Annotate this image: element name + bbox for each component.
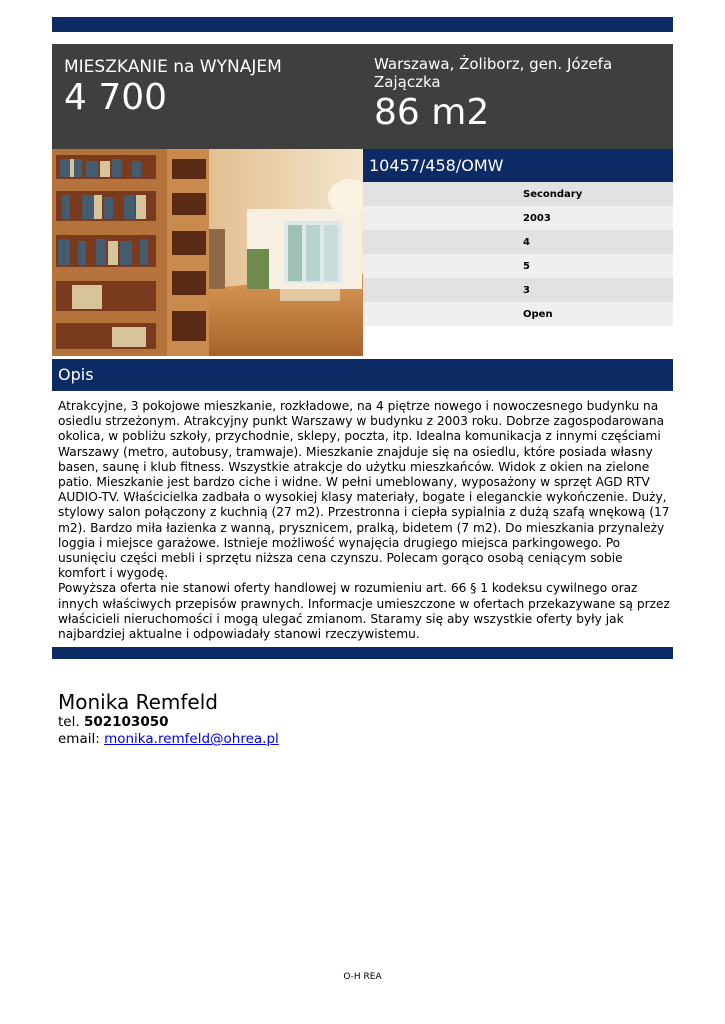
description-title: Opis — [58, 365, 94, 384]
listing-price: 4 700 — [64, 77, 168, 118]
details-value: 2003 — [523, 213, 551, 224]
details-row-kitchen — [363, 302, 673, 326]
details-row-floor — [363, 230, 673, 254]
phone-number: 502103050 — [83, 714, 169, 730]
details-row-floors — [363, 254, 673, 278]
agent-contact — [58, 690, 279, 748]
email-label: email: — [58, 731, 100, 747]
listing-header — [52, 44, 673, 149]
listing-type: MIESZKANIE na WYNAJEM — [64, 57, 282, 77]
details-row-rooms — [363, 278, 673, 302]
details-row-year — [363, 206, 673, 230]
details-value: 5 — [523, 261, 530, 272]
description-text — [58, 399, 670, 642]
details-value: 4 — [523, 237, 530, 248]
agent-phone-line — [58, 714, 279, 731]
description-paragraph: Atrakcyjne, 3 pokojowe mieszkanie, rozkładowe, na 4 piętrze nowego i nowoczesnego budynku na osiedlu strzeżonym. Atrakcyjny punkt Warszawy w budynku z 2003 roku. Dobrze zagospodarowana okolica, w pobliżu szkoły, przychodnie, sklepy, poczta, itp. Idealna komunikacja z innymi częściami Warszawy (metro, autobusy, tramwaje). Mieszkanie znajduje się na osiedlu, które posiada własny basen, saunę i klub fitness. Wszystkie atrakcje do użytku mieszkańców. Widok z okien na zielone patio. Mieszkanie jest bardzo ciche i widne. W pełni umeblowany, wyposażony w sprzęt AGD RTV AUDIO-TV. Właścicielka zadbała o wysokiej klasy materiały, bogate i eleganckie wykończenie. Duży, stylowy salon połączony z kuchnią (27 m2). Przestronna i ciepła sypialnia z dużą szafą wnękową (17 m2). Bardzo miła łazienka z wanną, prysznicem, pralką, bidetem (7 m2). Do mieszkania przynależy loggia i miejsce garażowe. Istnieje możliwość wynajęcia drugiego miejsca parkingowego. Po usunięciu części mebli i sprzętu niższa cena czynszu. Polecam gorąco osobą ceniącym sobie komfort i wygodę. — [58, 399, 670, 581]
reference-number: 10457/458/OMW — [369, 156, 504, 175]
disclaimer-paragraph: Powyższa oferta nie stanowi oferty handlowej w rozumieniu art. 66 § 1 kodeksu cywilnego oraz innych właściwych przepisów prawnych. Informacje umieszczone w ofertach przekazywane są przez właścicieli nieruchomości i mogą ulegać zmianom. Staramy się aby wszystkie oferty były jak najbardziej aktualne i odpowiadały stanowi rzeczywistemu. — [58, 581, 670, 642]
details-table — [363, 182, 673, 326]
footer-company: O-H REA — [343, 972, 382, 982]
details-value: Open — [523, 309, 553, 320]
agent-name: Monika Remfeld — [58, 690, 218, 714]
details-value: 3 — [523, 285, 530, 296]
property-photo — [52, 149, 363, 356]
phone-label: tel. — [58, 714, 80, 730]
listing-location: Warszawa, Żoliborz, gen. Józefa Zajączka — [374, 55, 613, 91]
reference-number-bar — [363, 149, 673, 182]
listing-area: 86 m2 — [374, 92, 490, 133]
details-value: Secondary — [523, 189, 583, 200]
email-link[interactable]: monika.remfeld@ohrea.pl — [104, 731, 279, 747]
bottom-accent-bar — [52, 647, 673, 659]
details-row-market — [363, 182, 673, 206]
description-header — [52, 359, 673, 391]
top-accent-bar — [52, 17, 673, 32]
agent-email-line — [58, 731, 279, 748]
